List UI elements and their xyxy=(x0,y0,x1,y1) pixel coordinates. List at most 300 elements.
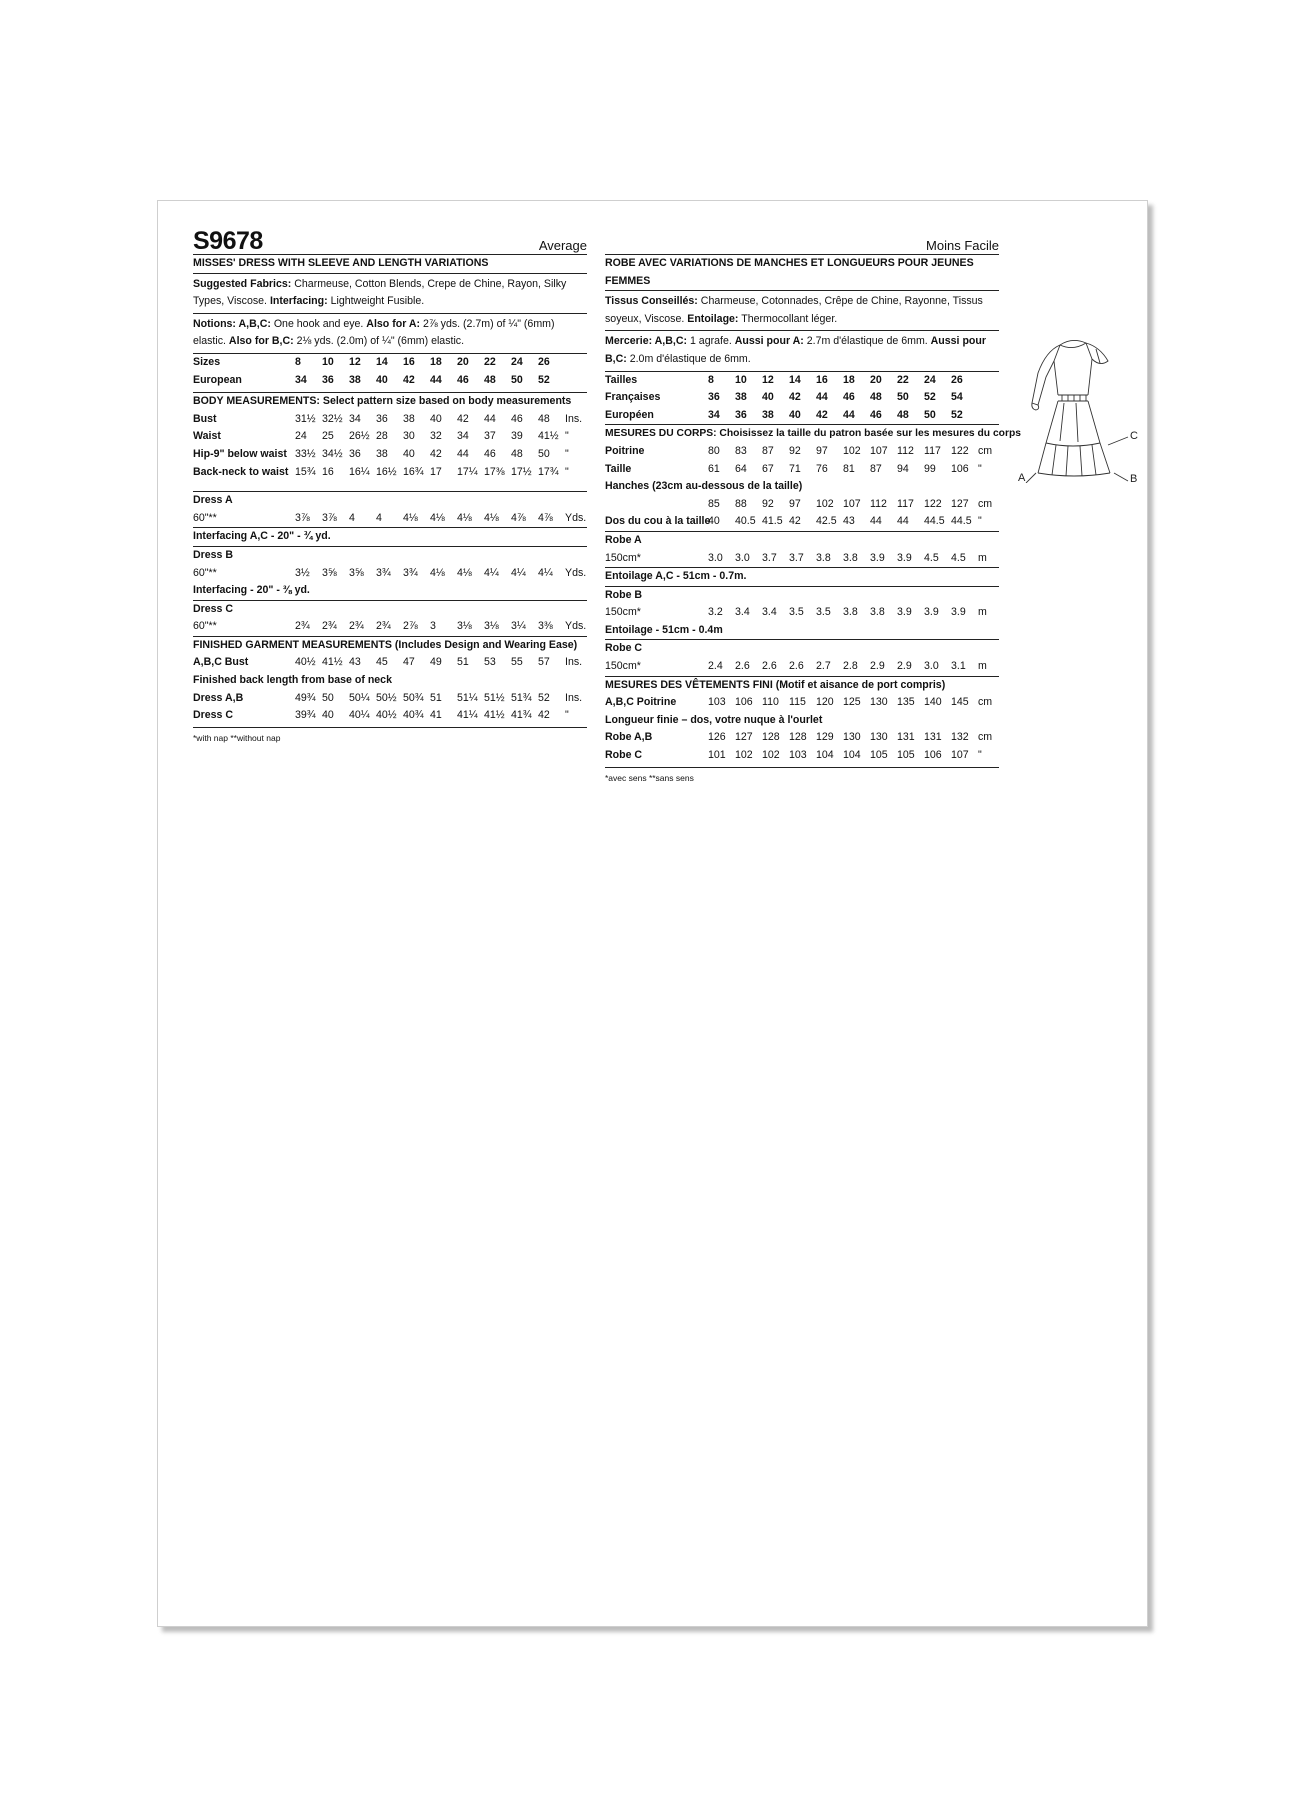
size-cell: 40 xyxy=(376,373,388,386)
size-cell: 46 xyxy=(843,391,855,404)
value-cell: 50 xyxy=(538,447,550,460)
pattern-envelope-back xyxy=(157,200,1148,1627)
size-cell: 54 xyxy=(951,391,963,404)
size-cell: 40 xyxy=(789,408,801,421)
value-cell: 76 xyxy=(816,462,828,475)
size-cell: 14 xyxy=(376,355,388,368)
value-cell: 131 xyxy=(897,731,915,744)
value-cell: 125 xyxy=(843,696,861,709)
value-cell: 3.0 xyxy=(735,551,750,564)
value-cell: 46 xyxy=(511,412,523,425)
robe-a-label: Robe A xyxy=(605,533,642,546)
finished-measurements-heading: FINISHED GARMENT MEASUREMENTS (Includes Design and Wearing Ease) xyxy=(193,638,578,651)
value-cell: 128 xyxy=(789,731,807,744)
size-cell: 36 xyxy=(708,391,720,404)
value-cell: 71 xyxy=(789,462,801,475)
european-sizes-row xyxy=(193,372,587,390)
value-cell: 3.7 xyxy=(762,551,777,564)
value-cell: 17½ xyxy=(511,465,532,478)
robe-c-yardage xyxy=(605,658,999,676)
value-cell: 44.5 xyxy=(951,515,972,528)
unit-cell: " xyxy=(978,515,982,528)
value-cell: 40 xyxy=(403,447,415,460)
unit-cell: " xyxy=(565,709,569,722)
value-cell: 44 xyxy=(457,447,469,460)
row-label: Bust xyxy=(193,412,217,425)
poitrine-row xyxy=(605,443,999,461)
value-cell: 52 xyxy=(538,691,550,704)
unit-cell: Yds. xyxy=(565,511,587,524)
value-cell: 41.5 xyxy=(762,515,783,528)
finished-c-row-fr xyxy=(605,747,999,765)
unit-cell: " xyxy=(565,430,569,443)
row-label: Dos du cou à la taille xyxy=(605,515,711,528)
value-cell: 42.5 xyxy=(816,515,837,528)
size-cell: 50 xyxy=(924,408,936,421)
value-cell: 3½ xyxy=(295,566,310,579)
value-cell: 3.4 xyxy=(762,606,777,619)
value-cell: 34 xyxy=(349,412,361,425)
size-cell: 22 xyxy=(897,373,909,386)
size-cell: 18 xyxy=(843,373,855,386)
size-cell: 12 xyxy=(349,355,361,368)
dress-b-label: Dress B xyxy=(193,548,234,561)
value-cell: 99 xyxy=(924,462,936,475)
unit-cell: Ins. xyxy=(565,691,583,704)
value-cell: 106 xyxy=(735,696,753,709)
value-cell: 2¾ xyxy=(349,620,364,633)
size-cell: 40 xyxy=(762,391,774,404)
value-cell: 83 xyxy=(735,444,747,457)
back-neck-row xyxy=(193,464,587,482)
value-cell: 42 xyxy=(789,515,801,528)
value-cell: 32½ xyxy=(322,412,343,425)
size-cell: 24 xyxy=(924,373,936,386)
size-cell: 36 xyxy=(735,408,747,421)
robe-c-label: Robe C xyxy=(605,642,643,655)
view-label-a: A xyxy=(1018,472,1026,483)
row-label: Européen xyxy=(605,408,654,421)
finished-poitrine-row xyxy=(605,694,999,712)
row-label: Robe A,B xyxy=(605,731,653,744)
value-cell: 128 xyxy=(762,731,780,744)
row-label: Hip-9" below waist xyxy=(193,447,287,460)
finished-bust-row xyxy=(193,654,587,672)
value-cell: 40¾ xyxy=(403,709,424,722)
value-cell: 105 xyxy=(870,749,888,762)
pattern-title-fr: ROBE AVEC VARIATIONS DE MANCHES ET LONGUEURS POUR JEUNES FEMMES xyxy=(605,257,974,287)
value-cell: 3⅝ xyxy=(322,566,337,579)
value-cell: 41½ xyxy=(322,656,343,669)
unit-cell: Ins. xyxy=(565,412,583,425)
value-cell: 51½ xyxy=(484,691,505,704)
size-cell: 8 xyxy=(295,355,301,368)
value-cell: 47 xyxy=(403,656,415,669)
value-cell: 43 xyxy=(843,515,855,528)
value-cell: 3.9 xyxy=(870,551,885,564)
value-cell: 53 xyxy=(484,656,496,669)
value-cell: 130 xyxy=(843,731,861,744)
value-cell: 102 xyxy=(816,497,834,510)
value-cell: 3.8 xyxy=(843,551,858,564)
row-label: 150cm* xyxy=(605,551,641,564)
value-cell: 140 xyxy=(924,696,942,709)
unit-cell: cm xyxy=(978,731,993,744)
row-label: European xyxy=(193,373,242,386)
value-cell: 30 xyxy=(403,430,415,443)
unit-cell: Ins. xyxy=(565,656,583,669)
value-cell: 51¾ xyxy=(511,691,532,704)
value-cell: 3.1 xyxy=(951,660,966,673)
value-cell: 38 xyxy=(376,447,388,460)
size-cell: 52 xyxy=(924,391,936,404)
value-cell: 102 xyxy=(735,749,753,762)
row-label: 60"** xyxy=(193,511,217,524)
value-cell: 40½ xyxy=(376,709,397,722)
value-cell: 51 xyxy=(430,691,442,704)
finished-ab-row-fr xyxy=(605,729,999,747)
dos-row xyxy=(605,513,999,531)
unit-cell: " xyxy=(978,749,982,762)
notions: Notions: A,B,C: One hook and eye. Also for A: 2⅞ yds. (2.7m) of ¼" (6mm) elastic. Also for B,C: 2⅛ yds. (2.0m) of ¼" (6mm) elastic. xyxy=(193,317,555,348)
value-cell: 94 xyxy=(897,462,909,475)
size-cell: 20 xyxy=(457,355,469,368)
value-cell: 4⅛ xyxy=(457,566,472,579)
size-cell: 8 xyxy=(708,373,714,386)
value-cell: 46 xyxy=(484,447,496,460)
value-cell: 50½ xyxy=(376,691,397,704)
value-cell: 2.9 xyxy=(897,660,912,673)
size-cell: 42 xyxy=(789,391,801,404)
interfacing-ac: Interfacing A,C - 20" - ¾ yd. xyxy=(193,530,331,543)
value-cell: 34½ xyxy=(322,447,343,460)
value-cell: 122 xyxy=(924,497,942,510)
row-label: Poitrine xyxy=(605,444,645,457)
bust-row xyxy=(193,411,587,429)
value-cell: 41½ xyxy=(538,430,559,443)
size-cell: 38 xyxy=(735,391,747,404)
value-cell: 4¼ xyxy=(511,566,526,579)
hanches-row xyxy=(605,496,999,514)
value-cell: 16 xyxy=(322,465,334,478)
dress-c-yardage xyxy=(193,618,587,636)
size-cell: 12 xyxy=(762,373,774,386)
size-cell: 38 xyxy=(349,373,361,386)
value-cell: 41¾ xyxy=(511,709,532,722)
value-cell: 117 xyxy=(897,497,914,510)
value-cell: 44.5 xyxy=(924,515,945,528)
size-cell: 52 xyxy=(538,373,550,386)
unit-cell: m xyxy=(978,551,987,564)
size-cell: 52 xyxy=(951,408,963,421)
value-cell: 130 xyxy=(870,696,888,709)
value-cell: 2.9 xyxy=(870,660,885,673)
value-cell: 145 xyxy=(951,696,969,709)
value-cell: 39 xyxy=(511,430,523,443)
value-cell: 3.4 xyxy=(735,606,750,619)
size-cell: 34 xyxy=(295,373,307,386)
value-cell: 3.5 xyxy=(816,606,831,619)
size-cell: 50 xyxy=(897,391,909,404)
value-cell: 40 xyxy=(322,709,334,722)
value-cell: 104 xyxy=(843,749,861,762)
pattern-number: S9678 xyxy=(193,227,263,255)
unit-cell: " xyxy=(565,447,569,460)
value-cell: 24 xyxy=(295,430,307,443)
row-label: Robe C xyxy=(605,749,643,762)
size-cell: 26 xyxy=(538,355,550,368)
value-cell: 115 xyxy=(789,696,806,709)
value-cell: 16¼ xyxy=(349,465,370,478)
value-cell: 3.8 xyxy=(843,606,858,619)
francaises-sizes-row xyxy=(605,389,999,407)
dress-illustration xyxy=(1016,333,1142,483)
unit-cell: cm xyxy=(978,497,993,510)
robe-b-yardage xyxy=(605,604,999,622)
size-cell: 16 xyxy=(403,355,415,368)
hip-row xyxy=(193,446,587,464)
value-cell: 104 xyxy=(816,749,834,762)
value-cell: 57 xyxy=(538,656,550,669)
value-cell: 4¼ xyxy=(484,566,499,579)
value-cell: 2¾ xyxy=(322,620,337,633)
value-cell: 88 xyxy=(735,497,747,510)
unit-cell: cm xyxy=(978,696,993,709)
value-cell: 3⅝ xyxy=(349,566,364,579)
value-cell: 4⅛ xyxy=(430,511,445,524)
row-label: Waist xyxy=(193,430,221,443)
value-cell: 3⅛ xyxy=(484,620,499,633)
row-label: Sizes xyxy=(193,355,221,368)
size-cell: 38 xyxy=(762,408,774,421)
row-label: A,B,C Bust xyxy=(193,656,249,669)
value-cell: 3.9 xyxy=(897,606,912,619)
value-cell: 2¾ xyxy=(376,620,391,633)
value-cell: 25 xyxy=(322,430,334,443)
value-cell: 129 xyxy=(816,731,834,744)
value-cell: 40¼ xyxy=(349,709,370,722)
value-cell: 31½ xyxy=(295,412,316,425)
value-cell: 102 xyxy=(843,444,861,457)
value-cell: 44 xyxy=(484,412,496,425)
value-cell: 110 xyxy=(762,696,779,709)
value-cell: 130 xyxy=(870,731,888,744)
value-cell: 4⅛ xyxy=(430,566,445,579)
value-cell: 3.8 xyxy=(870,606,885,619)
value-cell: 97 xyxy=(789,497,801,510)
row-label: Dress A,B xyxy=(193,691,244,704)
value-cell: 87 xyxy=(870,462,882,475)
value-cell: 33½ xyxy=(295,447,316,460)
value-cell: 3.9 xyxy=(951,606,966,619)
value-cell: 4⅛ xyxy=(457,511,472,524)
value-cell: 3¾ xyxy=(376,566,391,579)
value-cell: 3.2 xyxy=(708,606,723,619)
value-cell: 40 xyxy=(708,515,720,528)
size-cell: 20 xyxy=(870,373,882,386)
value-cell: 4 xyxy=(376,511,382,524)
value-cell: 92 xyxy=(789,444,801,457)
body-measurements-heading-fr: MESURES DU CORPS: Choisissez la taille du patron basée sur les mesures du corps xyxy=(605,428,1021,440)
value-cell: 131 xyxy=(924,731,942,744)
value-cell: 4¼ xyxy=(538,566,553,579)
value-cell: 3.7 xyxy=(789,551,804,564)
value-cell: 107 xyxy=(843,497,861,510)
size-cell: 42 xyxy=(816,408,828,421)
interfacing-b: Interfacing - 20" - ⅜ yd. xyxy=(193,584,310,597)
value-cell: 3⅜ xyxy=(538,620,553,633)
value-cell: 3⅞ xyxy=(295,511,310,524)
value-cell: 36 xyxy=(349,447,361,460)
dress-a-yardage xyxy=(193,510,587,528)
unit-cell: " xyxy=(978,462,982,475)
footnote: *with nap **without nap xyxy=(193,732,281,743)
size-cell: 18 xyxy=(430,355,442,368)
value-cell: 26½ xyxy=(349,430,370,443)
value-cell: 2.7 xyxy=(816,660,831,673)
taille-row xyxy=(605,461,999,479)
size-cell: 48 xyxy=(870,391,882,404)
value-cell: 112 xyxy=(897,444,914,457)
value-cell: 48 xyxy=(511,447,523,460)
value-cell: 3⅞ xyxy=(322,511,337,524)
sizes-row xyxy=(193,354,587,372)
value-cell: 81 xyxy=(843,462,855,475)
value-cell: 120 xyxy=(816,696,834,709)
value-cell: 44 xyxy=(897,515,909,528)
value-cell: 2.6 xyxy=(762,660,777,673)
value-cell: 34 xyxy=(457,430,469,443)
unit-cell: Yds. xyxy=(565,620,587,633)
value-cell: 103 xyxy=(708,696,726,709)
europeen-sizes-row xyxy=(605,407,999,425)
row-label: Taille xyxy=(605,462,632,475)
value-cell: 40 xyxy=(430,412,442,425)
value-cell: 41¼ xyxy=(457,709,478,722)
value-cell: 38 xyxy=(403,412,415,425)
value-cell: 87 xyxy=(762,444,774,457)
value-cell: 67 xyxy=(762,462,774,475)
value-cell: 3¼ xyxy=(511,620,526,633)
value-cell: 3.0 xyxy=(708,551,723,564)
value-cell: 92 xyxy=(762,497,774,510)
value-cell: 3.0 xyxy=(924,660,939,673)
value-cell: 2.6 xyxy=(735,660,750,673)
value-cell: 127 xyxy=(951,497,969,510)
value-cell: 51¼ xyxy=(457,691,478,704)
value-cell: 4 xyxy=(349,511,355,524)
value-cell: 3.9 xyxy=(897,551,912,564)
value-cell: 4⅞ xyxy=(538,511,553,524)
unit-cell: " xyxy=(565,465,569,478)
value-cell: 40.5 xyxy=(735,515,756,528)
size-cell: 50 xyxy=(511,373,523,386)
value-cell: 16½ xyxy=(376,465,397,478)
unit-cell: m xyxy=(978,606,987,619)
value-cell: 43 xyxy=(349,656,361,669)
value-cell: 2.8 xyxy=(843,660,858,673)
value-cell: 135 xyxy=(897,696,915,709)
value-cell: 50 xyxy=(322,691,334,704)
row-label: Françaises xyxy=(605,391,661,404)
size-cell: 24 xyxy=(511,355,523,368)
entoilage-ac: Entoilage A,C - 51cm - 0.7m. xyxy=(605,570,747,583)
value-cell: 4⅛ xyxy=(403,511,418,524)
value-cell: 16¾ xyxy=(403,465,424,478)
value-cell: 50¼ xyxy=(349,691,370,704)
size-cell: 46 xyxy=(870,408,882,421)
size-cell: 16 xyxy=(816,373,828,386)
size-cell: 22 xyxy=(484,355,496,368)
unit-cell: Yds. xyxy=(565,566,587,579)
size-cell: 42 xyxy=(403,373,415,386)
value-cell: 51 xyxy=(457,656,469,669)
value-cell: 106 xyxy=(951,462,969,475)
dress-line-drawing-icon xyxy=(1016,333,1142,483)
dress-c-label: Dress C xyxy=(193,602,234,615)
value-cell: 122 xyxy=(951,444,969,457)
row-label: Dress C xyxy=(193,709,234,722)
notions-fr: Mercerie: A,B,C: 1 agrafe. Aussi pour A: 2.7m d'élastique de 6mm. Aussi pour B,C: 2.0m d'élastique de 6mm. xyxy=(605,335,986,365)
size-cell: 44 xyxy=(843,408,855,421)
size-cell: 48 xyxy=(897,408,909,421)
value-cell: 41 xyxy=(430,709,442,722)
size-cell: 14 xyxy=(789,373,801,386)
value-cell: 3 xyxy=(430,620,436,633)
row-label: A,B,C Poitrine xyxy=(605,696,677,709)
robe-b-label: Robe B xyxy=(605,588,643,601)
value-cell: 3.9 xyxy=(924,606,939,619)
dress-a-label: Dress A xyxy=(193,494,233,507)
value-cell: 3.8 xyxy=(816,551,831,564)
value-cell: 49¾ xyxy=(295,691,316,704)
value-cell: 4.5 xyxy=(924,551,939,564)
difficulty-level: Average xyxy=(538,238,587,253)
value-cell: 42 xyxy=(457,412,469,425)
value-cell: 48 xyxy=(538,412,550,425)
waist-row xyxy=(193,428,587,446)
value-cell: 117 xyxy=(924,444,941,457)
value-cell: 40½ xyxy=(295,656,316,669)
value-cell: 50¾ xyxy=(403,691,424,704)
suggested-fabrics: Suggested Fabrics: Charmeuse, Cotton Blends, Crepe de Chine, Rayon, Silky Types, Viscose. Interfacing: Lightweight Fusible. xyxy=(193,277,567,308)
row-label: 60"** xyxy=(193,620,217,633)
english-column xyxy=(193,226,587,745)
value-cell: 4⅞ xyxy=(511,511,526,524)
value-cell: 2⅞ xyxy=(403,620,418,633)
french-column xyxy=(605,226,1021,785)
value-cell: 85 xyxy=(708,497,720,510)
size-cell: 36 xyxy=(322,373,334,386)
finished-ab-row xyxy=(193,690,587,708)
difficulty-level-fr: Moins Facile xyxy=(926,238,999,253)
value-cell: 4.5 xyxy=(951,551,966,564)
value-cell: 2.6 xyxy=(789,660,804,673)
value-cell: 41½ xyxy=(484,709,505,722)
dress-b-yardage xyxy=(193,565,587,583)
value-cell: 112 xyxy=(870,497,887,510)
value-cell: 103 xyxy=(789,749,807,762)
row-label: Tailles xyxy=(605,373,638,386)
value-cell: 42 xyxy=(538,709,550,722)
value-cell: 17¼ xyxy=(457,465,478,478)
value-cell: 105 xyxy=(897,749,915,762)
value-cell: 4⅛ xyxy=(484,511,499,524)
value-cell: 55 xyxy=(511,656,523,669)
sizes-row-fr xyxy=(605,372,999,390)
suggested-fabrics-fr: Tissus Conseillés: Charmeuse, Cotonnades, Crêpe de Chine, Rayonne, Tissus soyeux, Viscose. Entoilage: Thermocollant léger. xyxy=(605,295,983,325)
value-cell: 15¾ xyxy=(295,465,316,478)
